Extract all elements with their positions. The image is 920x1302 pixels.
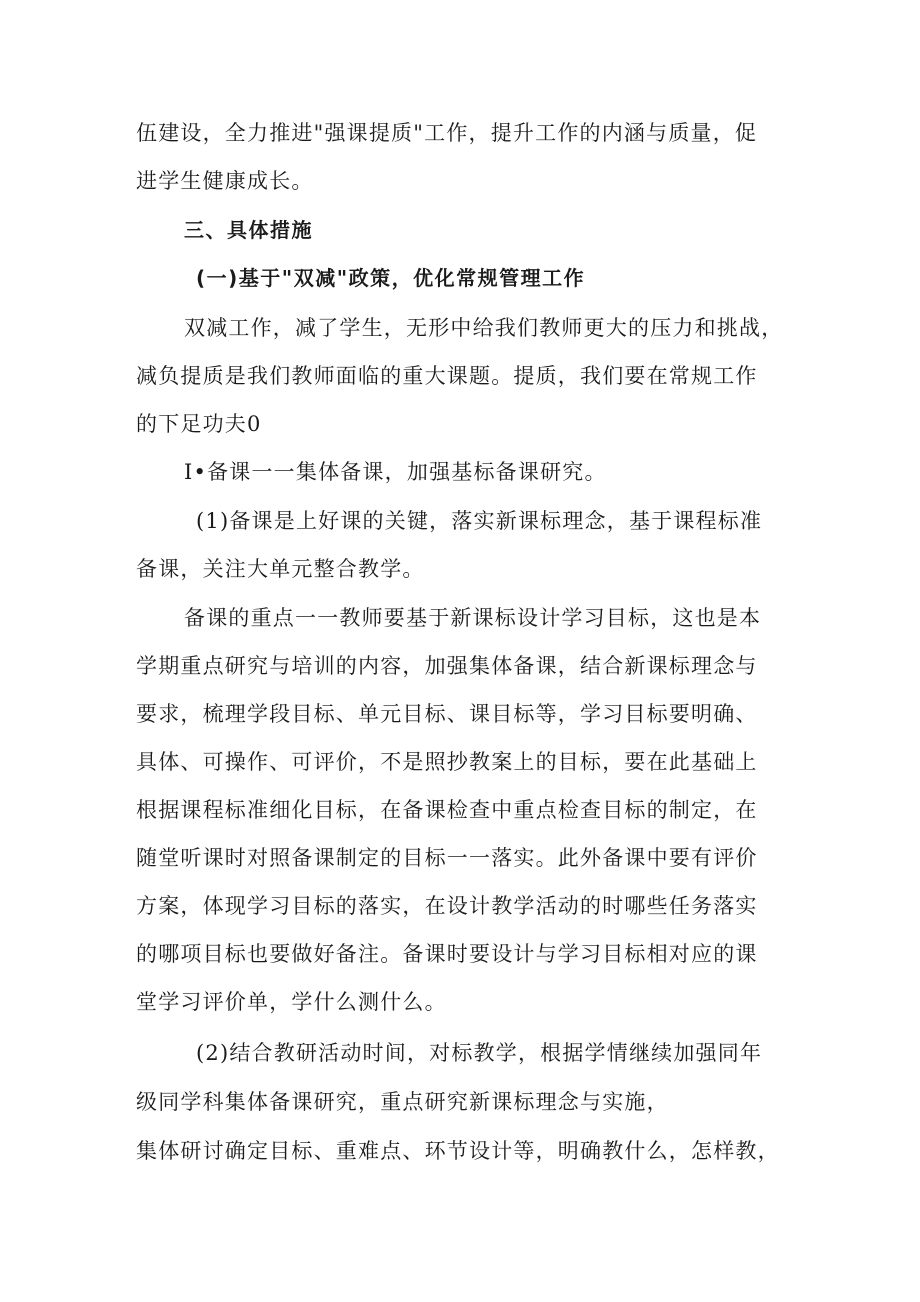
paragraph-line: 集体研讨确定目标、重难点、环节设计等，明确教什么，怎样教， <box>136 1139 780 1163</box>
paragraph-line: 具体、可操作、可评价，不是照抄教案上的目标，要在此基础上 <box>136 750 758 774</box>
paragraph-line: 备课，关注大单元整合教学。 <box>136 557 425 581</box>
paragraph-line: 级同学科集体备课研究，重点研究新课标理念与实施， <box>136 1090 669 1114</box>
paragraph-line: 进学生健康成长。 <box>136 169 314 193</box>
paragraph-line: 根据课程标准细化目标，在备课检查中重点检查目标的制定，在 <box>136 798 758 822</box>
paragraph-line: 堂学习评价单，学什么测什么。 <box>136 990 447 1014</box>
paragraph-line: 方案，体现学习目标的落实，在设计教学活动的时哪些任务落实 <box>136 894 758 918</box>
paragraph-line: (2)结合教研活动时间，对标教学，根据学情继续加强同年 <box>196 1041 763 1065</box>
paragraph-line: 减负提质是我们教师面临的重大课题。提质，我们要在常规工作 <box>136 364 758 388</box>
paragraph-line: 备课的重点一一教师要基于新课标设计学习目标，这也是本 <box>184 606 762 630</box>
paragraph-line: 随堂听课时对照备课制定的目标一一落实。此外备课中要有评价 <box>136 846 758 870</box>
list-heading: I•备课一一集体备课，加强基标备课研究。 <box>184 460 607 484</box>
paragraph-line: 学期重点研究与培训的内容，加强集体备课，结合新课标理念与 <box>136 654 758 678</box>
paragraph-line: 要求，梳理学段目标、单元目标、课目标等，学习目标要明确、 <box>136 702 758 726</box>
paragraph-line: 的下足功夫0 <box>136 412 262 436</box>
paragraph-line: 的哪项目标也要做好备注。备课时要设计与学习目标相对应的课 <box>136 942 758 966</box>
paragraph-line: (1)备课是上好课的关键，落实新课标理念，基于课程标准 <box>196 509 763 533</box>
section-heading: 三、具体措施 <box>184 218 313 242</box>
subsection-heading: (一)基于"双减"政策，优化常规管理工作 <box>196 266 586 290</box>
paragraph-line: 伍建设，全力推进"强课提质"工作，提升工作的内涵与质量，促 <box>136 121 758 145</box>
paragraph-line: 双减工作，减了学生，无形中给我们教师更大的压力和挑战， <box>184 316 784 340</box>
